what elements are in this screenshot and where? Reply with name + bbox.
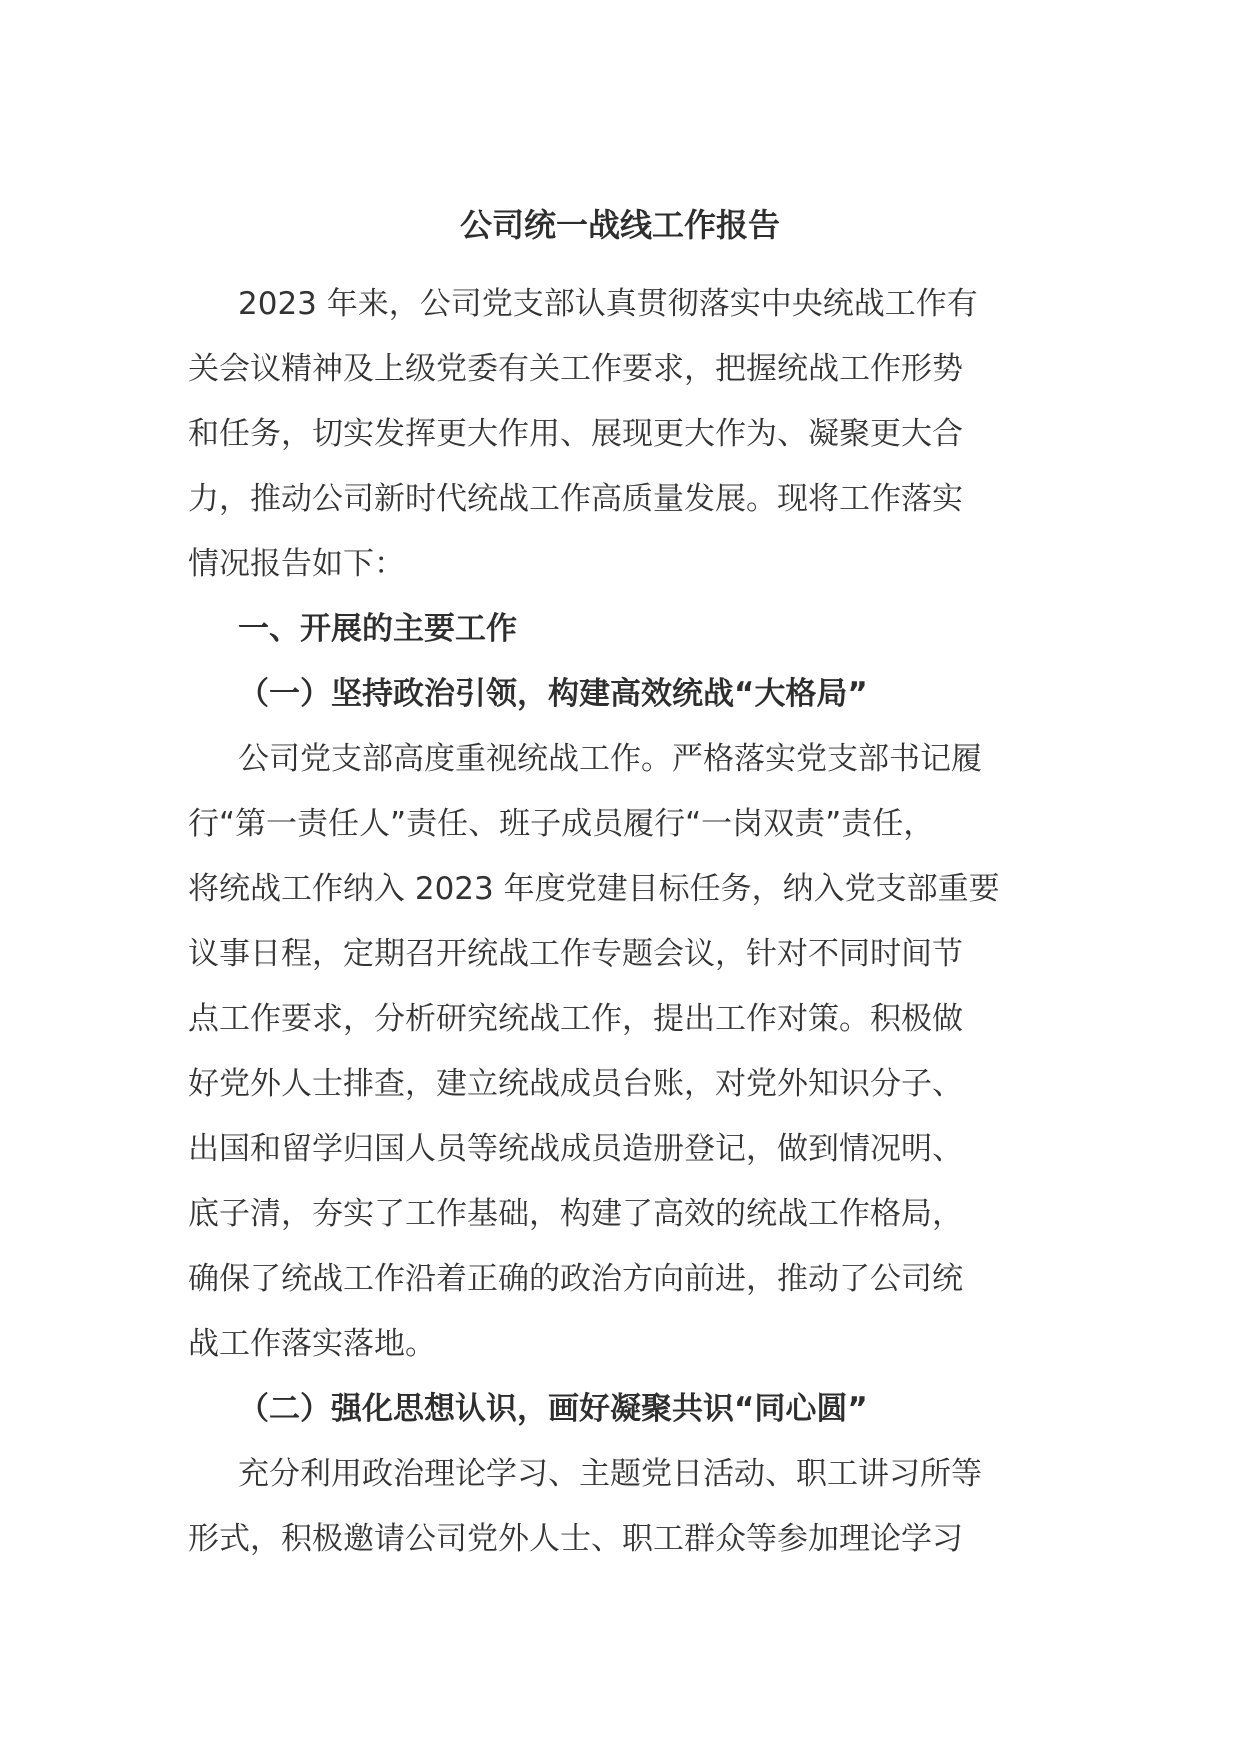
paragraph-line: 好党外人士排查，建立统战成员台账，对党外知识分子、 [188, 1066, 963, 1102]
paragraph-line: 出国和留学归国人员等统战成员造册登记，做到情况明、 [188, 1131, 963, 1167]
paragraph-line: 充分利用政治理论学习、主题党日活动、职工讲习所等 [238, 1456, 982, 1492]
paragraph-line: 确保了统战工作沿着正确的政治方向前进，推动了公司统 [188, 1261, 963, 1297]
paragraph-line: 和任务，切实发挥更大作用、展现更大作为、凝聚更大合 [188, 416, 963, 452]
subsection-heading: （二）强化思想认识，画好凝聚共识“同心圆” [238, 1391, 868, 1427]
paragraph-line: 公司党支部高度重视统战工作。严格落实党支部书记履 [238, 741, 982, 777]
intro-paragraph [188, 272, 1068, 1572]
paragraph-line: 力，推动公司新时代统战工作高质量发展。现将工作落实 [188, 481, 963, 517]
subsection-heading: （一）坚持政治引领，构建高效统战“大格局” [238, 676, 868, 712]
paragraph-line: 点工作要求，分析研究统战工作，提出工作对策。积极做 [188, 1001, 963, 1037]
paragraph-line: 将统战工作纳入 2023 年度党建目标任务，纳入党支部重要 [188, 871, 1000, 907]
paragraph-line: 战工作落实落地。 [188, 1326, 436, 1362]
paragraph-line: 情况报告如下： [188, 546, 405, 582]
section-heading: 一、开展的主要工作 [238, 611, 517, 647]
paragraph-line: 形式，积极邀请公司党外人士、职工群众等参加理论学习 [188, 1521, 963, 1557]
paragraph-line: 底子清，夯实了工作基础，构建了高效的统战工作格局， [188, 1196, 963, 1232]
paragraph-line: 议事日程，定期召开统战工作专题会议，针对不同时间节 [188, 936, 963, 972]
paragraph-line: 关会议精神及上级党委有关工作要求，把握统战工作形势 [188, 351, 963, 387]
paragraph-line: 2023 年来，公司党支部认真贯彻落实中央统战工作有 [238, 286, 978, 322]
document-title: 公司统一战线工作报告 [459, 206, 780, 244]
paragraph-line: 行“第一责任人”责任、班子成员履行“一岗双责”责任， [188, 806, 935, 842]
